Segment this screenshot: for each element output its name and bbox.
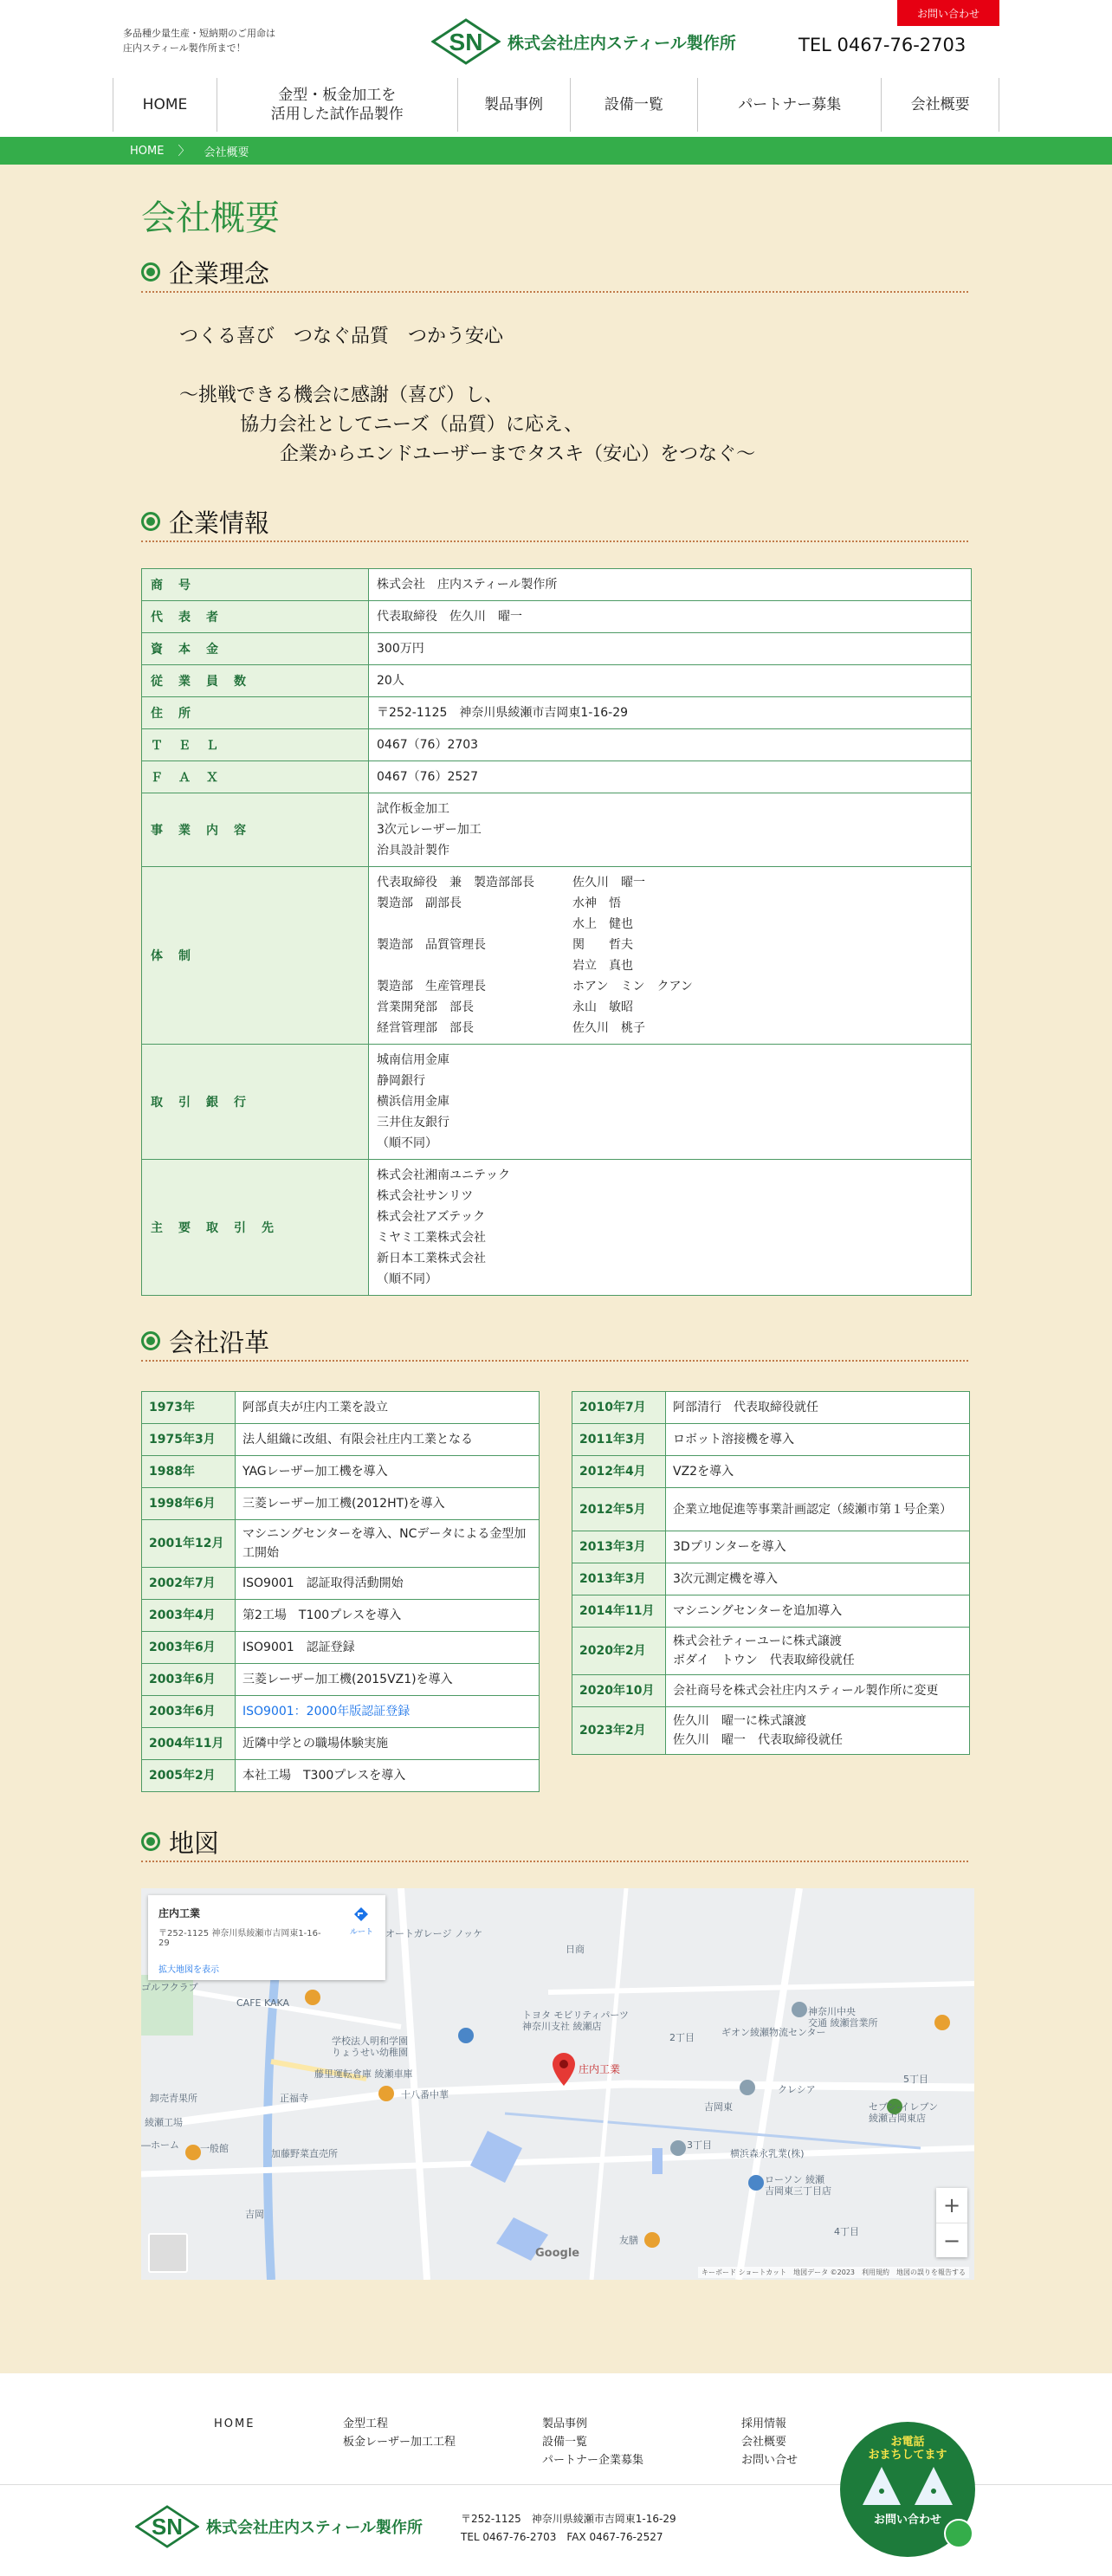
section-title: 企業情報 — [169, 508, 270, 538]
history-year: 1973年 — [142, 1392, 236, 1424]
map-card-title: 庄内工業 — [158, 1907, 201, 1919]
table-row — [142, 633, 972, 665]
history-event: 三菱レーザー加工機(2012HT)を導入 — [236, 1488, 540, 1520]
info-label: 主 要 取 引 先 — [142, 1160, 369, 1296]
history-row — [572, 1488, 970, 1531]
logo-mark-icon — [431, 18, 501, 65]
info-value: 0467（76）2703 — [369, 729, 972, 761]
section-heading-company-info — [141, 502, 968, 542]
breadcrumb-current: 会社概要 — [204, 146, 249, 159]
structure-role: 製造部 生産管理長 — [377, 980, 486, 994]
history-row — [572, 1456, 970, 1488]
info-label: 体 制 — [142, 867, 369, 1045]
nav-company[interactable]: 会社概要 — [882, 78, 999, 132]
structure-role: 代表取締役 兼 製造部部長 — [377, 876, 534, 890]
history-event: 会社商号を株式会社庄内スティール製作所に変更 — [666, 1675, 970, 1707]
table-row — [142, 1160, 972, 1296]
motto: つくる喜び つなぐ品質 つかう安心 — [179, 326, 504, 347]
bullet-circle-icon — [141, 512, 160, 531]
history-event: VZ2を導入 — [666, 1456, 970, 1488]
table-row — [142, 601, 972, 633]
map-place-label[interactable]: ゴルフクラブ — [141, 1982, 198, 1993]
structure-name: 水上 健也 — [572, 917, 633, 931]
history-event: マシニングセンターを導入、NCデータによる金型加工開始 — [236, 1520, 540, 1568]
map-place-label[interactable]: クレシア — [778, 2084, 816, 2095]
badge-top-text: お電話 おまちしてます — [868, 2436, 947, 2462]
history-row — [142, 1424, 540, 1456]
section-heading-philosophy — [141, 253, 968, 293]
history-year: 2010年7月 — [572, 1392, 666, 1424]
bullet-circle-icon — [141, 262, 160, 282]
history-year: 2003年6月 — [142, 1664, 236, 1696]
footer-link[interactable]: 板金レーザー加工工程 — [343, 2436, 456, 2449]
breadcrumb — [0, 137, 1112, 165]
map-place-label[interactable]: 正福寺 — [280, 2093, 308, 2104]
map-place-label[interactable]: 卸売青果所 — [150, 2093, 197, 2104]
philosophy-text — [179, 322, 755, 469]
info-value: 代表取締役 佐久川 曜一 — [369, 601, 972, 633]
history-year: 2020年10月 — [572, 1675, 666, 1707]
map-place-label[interactable]: 横浜森永乳業(株) — [730, 2148, 805, 2159]
history-year: 2013年3月 — [572, 1563, 666, 1595]
history-year: 2014年11月 — [572, 1595, 666, 1628]
map-attribution[interactable]: キーボード ショートカット 地図データ ©2023 利用規約 地図の誤りを報告する — [698, 2267, 969, 2278]
structure-role: 経営管理部 部長 — [377, 1021, 474, 1035]
map-place-label[interactable]: 4丁目 — [834, 2226, 859, 2237]
table-row — [142, 1045, 972, 1160]
map-place-label[interactable]: 十八番中華 — [401, 2089, 449, 2100]
map-place-label[interactable]: 日商 — [566, 1944, 585, 1955]
info-label: 住 所 — [142, 697, 369, 729]
footer-link[interactable]: パートナー企業募集 — [542, 2454, 644, 2467]
info-value: 試作板金加工 3次元レーザー加工 治具設計製作 — [369, 793, 972, 867]
directions-label: ルート — [349, 1928, 373, 1937]
info-label: Ｔ Ｅ Ｌ — [142, 729, 369, 761]
footer-address: 〒252-1125 神奈川県綾瀬市吉岡東1-16-29 — [461, 2513, 676, 2525]
history-year: 2011年3月 — [572, 1424, 666, 1456]
table-row — [142, 729, 972, 761]
history-year: 2013年3月 — [572, 1531, 666, 1563]
history-event: マシニングセンターを追加導入 — [666, 1595, 970, 1628]
structure-name: 佐久川 桃子 — [572, 1021, 645, 1035]
info-label: 代 表 者 — [142, 601, 369, 633]
map-place-label[interactable]: セブン-イレブン 綾瀬吉岡東店 — [869, 2101, 939, 2124]
nav-equipment[interactable]: 設備一覧 — [571, 78, 699, 132]
history-event: 3次元測定機を導入 — [666, 1563, 970, 1595]
info-value: 20人 — [369, 665, 972, 697]
map-place-label[interactable]: 学校法人明和学園 りょうせい幼稚園 — [332, 2036, 408, 2058]
history-row — [572, 1707, 970, 1755]
footer-col-1 — [214, 2415, 255, 2433]
table-row — [142, 867, 972, 1045]
history-row — [142, 1760, 540, 1792]
history-row — [142, 1664, 540, 1696]
zoom-out-button[interactable]: − — [936, 2223, 967, 2257]
history-row — [142, 1568, 540, 1600]
table-row — [142, 761, 972, 793]
mascot-icon — [856, 2462, 960, 2507]
nav-prototype[interactable]: 金型・板金加工を 活用した試作品製作 — [217, 78, 458, 132]
info-label: 資 本 金 — [142, 633, 369, 665]
site-footer — [0, 2373, 1112, 2576]
history-year: 1998年6月 — [142, 1488, 236, 1520]
structure-name: 関 哲夫 — [572, 938, 633, 952]
history-year: 2005年2月 — [142, 1760, 236, 1792]
map-place-label[interactable]: トヨタ モビリティパーツ 神奈川支社 綾瀬店 — [522, 2010, 629, 2032]
badge-bottom-text: お問い合わせ — [873, 2514, 941, 2527]
logo-mark-icon — [135, 2505, 199, 2548]
map-pin-label: 庄内工業 — [579, 2063, 621, 2075]
history-row — [142, 1632, 540, 1664]
history-year: 2001年12月 — [142, 1520, 236, 1568]
map-info-card — [148, 1895, 385, 1980]
map-place-label[interactable]: 藤里運転倉庫 綾瀬車庫 — [314, 2068, 413, 2080]
info-value: 株式会社 庄内スティール製作所 — [369, 569, 972, 601]
header-tagline: 多品種少量生産・短納期のご用命は 庄内スティール製作所まで！ — [123, 28, 275, 54]
nav-partner[interactable]: パートナー募集 — [698, 78, 882, 132]
history-event: 佐久川 曜一に株式譲渡 佐久川 曜一 代表取締役就任 — [666, 1707, 970, 1755]
structure-role: 営業開発部 部長 — [377, 1000, 474, 1014]
footer-col-2 — [343, 2415, 456, 2451]
philosophy-line: 協力会社としてニーズ（品質）に応え、 — [240, 414, 584, 436]
map-place-label[interactable]: 吉岡 — [245, 2209, 264, 2220]
header-logo[interactable] — [431, 16, 736, 68]
structure-value — [369, 867, 972, 1045]
history-year: 2003年6月 — [142, 1696, 236, 1728]
info-label: Ｆ Ａ Ｘ — [142, 761, 369, 793]
history-row — [572, 1595, 970, 1628]
history-event: 法人組織に改組、有限会社庄内工業となる — [236, 1424, 540, 1456]
footer-link[interactable]: 金型工程 — [343, 2417, 389, 2430]
footer-col-3 — [542, 2415, 643, 2469]
philosophy-line: 〜挑戦できる機会に感謝（喜び）し、 — [179, 385, 504, 406]
nav-products[interactable]: 製品事例 — [458, 78, 571, 132]
history-year: 2012年5月 — [572, 1488, 666, 1531]
zoom-control — [936, 2188, 967, 2257]
history-row — [572, 1531, 970, 1563]
history-year: 2020年2月 — [572, 1628, 666, 1675]
zoom-in-button[interactable]: + — [942, 2193, 961, 2217]
history-year: 2004年11月 — [142, 1728, 236, 1760]
map-place-label[interactable]: 綾瀬工場 — [145, 2117, 183, 2128]
section-title: 会社沿革 — [169, 1327, 270, 1357]
contact-badge[interactable] — [840, 2422, 975, 2557]
history-event: 近隣中学との職場体験実施 — [236, 1728, 540, 1760]
info-value: 城南信用金庫 静岡銀行 横浜信用金庫 三井住友銀行 （順不同） — [369, 1045, 972, 1160]
history-event[interactable]: ISO9001：2000年版認証登録 — [236, 1696, 540, 1728]
map-place-label[interactable]: ギオン綾瀬物流センター — [721, 2027, 826, 2038]
structure-role — [377, 955, 572, 976]
history-row — [142, 1520, 540, 1568]
history-event: YAGレーザー加工機を導入 — [236, 1456, 540, 1488]
google-logo: Google — [535, 2247, 580, 2260]
info-value: 300万円 — [369, 633, 972, 665]
info-label: 商 号 — [142, 569, 369, 601]
structure-name: 水神 悟 — [572, 896, 621, 910]
history-row — [142, 1600, 540, 1632]
footer-link[interactable]: HOME — [214, 2417, 255, 2430]
breadcrumb-separator-icon: 〉 — [178, 145, 191, 159]
history-year: 2003年6月 — [142, 1632, 236, 1664]
map-place-label[interactable]: 一般館 — [200, 2143, 229, 2154]
table-row — [142, 665, 972, 697]
map-pin-icon — [553, 2053, 575, 2086]
history-table-left — [141, 1391, 540, 1792]
breadcrumb-home[interactable]: HOME — [130, 144, 165, 158]
section-heading-history — [141, 1322, 968, 1362]
global-nav — [113, 78, 999, 132]
contact-button[interactable]: お問い合わせ — [897, 0, 999, 26]
map-place-label[interactable]: 5丁目 — [903, 2074, 928, 2085]
history-row — [572, 1392, 970, 1424]
structure-name: 岩立 真也 — [572, 959, 633, 973]
footer-link[interactable]: 採用情報 — [741, 2417, 787, 2430]
history-row — [572, 1424, 970, 1456]
footer-link[interactable]: 設備一覧 — [542, 2436, 588, 2449]
directions-button[interactable] — [350, 1906, 373, 1937]
map-place-label[interactable]: 2丁目 — [669, 2032, 695, 2043]
footer-col-4 — [741, 2415, 798, 2469]
map-place-label[interactable]: 友膳 — [619, 2235, 638, 2246]
structure-role: 製造部 品質管理長 — [377, 938, 486, 952]
history-row — [572, 1628, 970, 1675]
map-card-address: 〒252-1125 神奈川県綾瀬市吉岡東1-16-29 — [158, 1929, 321, 1948]
table-row — [142, 793, 972, 867]
history-row — [142, 1392, 540, 1424]
section-title: 地図 — [169, 1828, 220, 1858]
structure-name: 佐久川 曜一 — [572, 876, 645, 890]
table-row — [142, 569, 972, 601]
history-row — [142, 1456, 540, 1488]
footer-telfax: TEL 0467-76-2703 FAX 0467-76-2527 — [461, 2531, 663, 2543]
logo-mark-text: SN — [152, 2515, 183, 2540]
history-event: ISO9001 認証取得活動開始 — [236, 1568, 540, 1600]
structure-name: 永山 敏昭 — [572, 1000, 633, 1014]
history-event: 第2工場 T100プレスを導入 — [236, 1600, 540, 1632]
footer-company-name: 株式会社庄内スティール製作所 — [206, 2519, 423, 2537]
history-event: 株式会社ティーユーに株式譲渡 ボダイ トウン 代表取締役就任 — [666, 1628, 970, 1675]
map-place-label[interactable]: オートガレージ ノッケ — [385, 1928, 483, 1939]
history-event: 本社工場 T300プレスを導入 — [236, 1760, 540, 1792]
footer-link[interactable]: 会社概要 — [741, 2436, 787, 2449]
map-place-label[interactable]: 吉岡東 — [704, 2101, 733, 2113]
hand-pointer-icon — [944, 2519, 973, 2548]
footer-link[interactable]: お問い合せ — [741, 2454, 798, 2467]
history-year: 2003年4月 — [142, 1600, 236, 1632]
info-label: 事 業 内 容 — [142, 793, 369, 867]
history-event: 3Dプリンターを導入 — [666, 1531, 970, 1563]
map-place-label[interactable]: ローソン 綾瀬 吉岡東三丁目店 — [765, 2174, 831, 2197]
directions-icon — [352, 1906, 370, 1923]
history-event: 阿部貞夫が庄内工業を設立 — [236, 1392, 540, 1424]
logo-company-name: 株式会社庄内スティール製作所 — [508, 33, 736, 53]
map-type-toggle[interactable] — [148, 2233, 188, 2273]
map-place-label[interactable]: 3丁目 — [687, 2139, 712, 2151]
history-row — [572, 1675, 970, 1707]
history-row — [142, 1728, 540, 1760]
history-year: 1988年 — [142, 1456, 236, 1488]
map-pin[interactable] — [553, 2053, 621, 2089]
section-heading-map — [141, 1822, 968, 1862]
history-event: 企業立地促進等事業計画認定（綾瀬市第１号企業） — [666, 1488, 970, 1531]
bullet-circle-icon — [141, 1331, 160, 1350]
history-row — [572, 1563, 970, 1595]
history-year: 2023年2月 — [572, 1707, 666, 1755]
nav-home[interactable]: HOME — [113, 78, 217, 132]
map-place-label[interactable]: ―ホーム — [141, 2139, 179, 2151]
bullet-circle-icon — [141, 1832, 160, 1851]
map-place-label[interactable]: 加藤野菜直売所 — [271, 2148, 338, 2159]
footer-link[interactable]: 製品事例 — [542, 2417, 588, 2430]
footer-logo[interactable] — [135, 2505, 423, 2548]
map-card-link[interactable]: 拡大地図を表示 — [158, 1965, 219, 1975]
history-event: ロボット溶接機を導入 — [666, 1424, 970, 1456]
map-place-label[interactable]: CAFE KAKA — [236, 1997, 290, 2009]
history-table-right — [572, 1391, 970, 1755]
philosophy-line: 企業からエンドユーザーまでタスキ（安心）をつなぐ〜 — [280, 443, 756, 465]
info-label: 取 引 銀 行 — [142, 1045, 369, 1160]
history-event: 三菱レーザー加工機(2015VZ1)を導入 — [236, 1664, 540, 1696]
map-place-label[interactable]: 神奈川中央 交通 綾瀬営業所 — [808, 2006, 878, 2029]
section-title: 企業理念 — [169, 258, 270, 288]
footer-address-block — [461, 2510, 676, 2547]
info-value: 〒252‐1125 神奈川県綾瀬市吉岡東1-16-29 — [369, 697, 972, 729]
history-year: 1975年3月 — [142, 1424, 236, 1456]
info-label: 従 業 員 数 — [142, 665, 369, 697]
history-event: 阿部清行 代表取締役就任 — [666, 1392, 970, 1424]
history-year: 2012年4月 — [572, 1456, 666, 1488]
history-row — [142, 1488, 540, 1520]
history-row — [142, 1696, 540, 1728]
info-value: 0467（76）2527 — [369, 761, 972, 793]
structure-role: 製造部 副部長 — [377, 896, 462, 910]
site-header — [0, 0, 1112, 137]
info-value: 株式会社湘南ユニテック 株式会社サンリツ 株式会社アズテック ミヤミ工業株式会社 新日本工業株式会社 （順不同） — [369, 1160, 972, 1296]
page-title: 会社概要 — [141, 198, 280, 238]
logo-mark-text: SN — [449, 29, 483, 55]
header-tel[interactable]: TEL 0467-76-2703 — [798, 35, 967, 55]
google-map[interactable] — [141, 1888, 974, 2280]
table-row — [142, 697, 972, 729]
company-info-table — [141, 568, 972, 1296]
history-year: 2002年7月 — [142, 1568, 236, 1600]
history-event: ISO9001 認証登録 — [236, 1632, 540, 1664]
structure-role — [377, 914, 572, 935]
structure-name: ホアン ミン クアン — [572, 980, 693, 994]
